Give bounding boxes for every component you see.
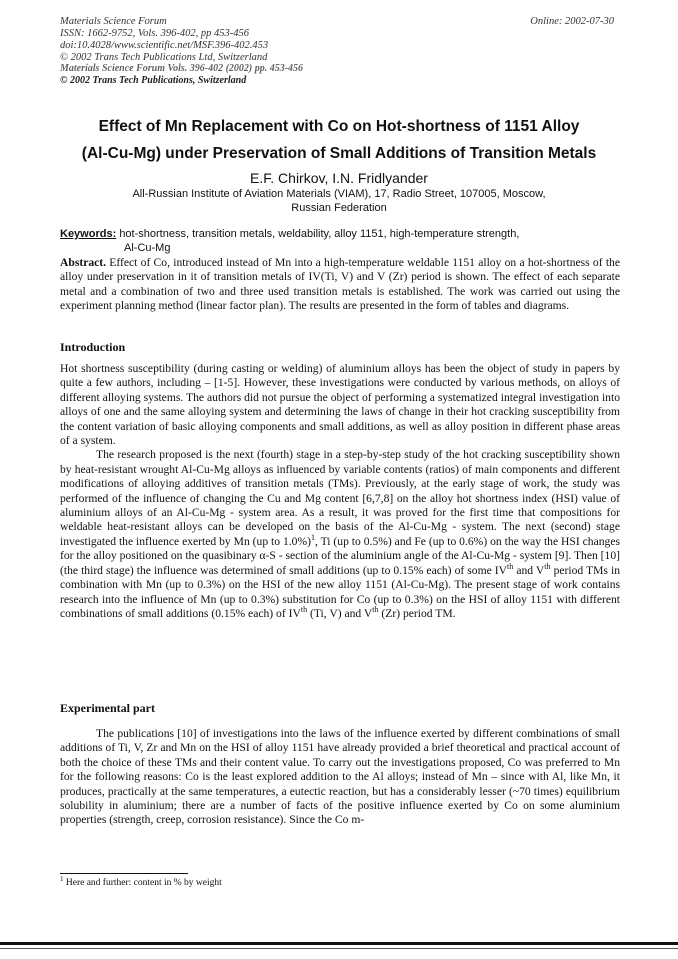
- authors: E.F. Chirkov, I.N. Fridlyander: [250, 170, 428, 186]
- keywords: [60, 227, 620, 255]
- online-date: Online: 2002-07-30: [530, 16, 614, 27]
- page-bottom-rule: [0, 942, 678, 945]
- introduction-heading: Introduction: [60, 340, 126, 354]
- footnote-text: Here and further: content in % by weight: [63, 878, 222, 888]
- introduction-body: [60, 362, 620, 621]
- paper-title-line-1: Effect of Mn Replacement with Co on Hot-shortness of 1151 Alloy: [98, 118, 580, 135]
- exp-paragraph-1: The publications [10] of investigations into the laws of the influence exerted by different combinations of small additions of Ti, V, Zr and Mn on the HSI of alloy 1151 have already provided a brief theoretical and practical account of both the choice of these TMs and their content value. To carry out the investigations proposed, Co was preferred to Mn for the following reasons: Co is the least explored addition to the Al alloys; instead of Mn – since with Al, like Mn, it produces, practically at the same temperatures, a eutectic reaction, but has a considerably lesser (~70 times) equilibrium solubility in aluminium; there are a number of facts of the positive influence exerted by Co on some aluminium properties (strength, creep, corrosion resistance). Since the Co m-: [60, 727, 620, 827]
- footnote-ref: 1: [311, 533, 315, 543]
- affiliation-line-2: Russian Federation: [291, 202, 387, 214]
- affiliation: [80, 187, 598, 215]
- copyright-line: © 2002 Trans Tech Publications Ltd, Switzerland: [60, 52, 268, 63]
- keywords-text: hot-shortness, transition metals, weldability, alloy 1151, high-temperature strength,: [119, 228, 520, 240]
- keywords-label: Keywords:: [60, 228, 117, 240]
- experimental-body: [60, 727, 620, 828]
- page-bottom-rule-thin: [0, 948, 678, 949]
- paper-title-line-2: (Al-Cu-Mg) under Preservation of Small Additions of Transition Metals: [81, 145, 597, 162]
- intro-paragraph-2: The research proposed is the next (fourth) stage in a step-by-step study of the hot cracking susceptibility shown by heat-resistant wrought Al-Cu-Mg alloys as influenced by variable contents (ratios) of main components and different modifications of alloying additives of transition metals (TMs). Previously, at the early stage of work, the study was performed of the influence of changing the Cu and Mg content [6,7,8] on the alloy hot shortness index (HSI) value of aluminium alloys of an Al-Cu-Mg - system area. As a result, it was proved for the first time that compositions for weldable heat-resistant alloys can be developed on the basis of the Al-Cu-Mg - system. The next (second) stage investigated the influence exerted by Mn (up to 1.0%)$^1$, Ti (up to 0.5%) and Fe (up to 0.6%) on the way the HSI changes for the alloy positioned on the quasibinary α-S - section of the aluminium angle of the Al-Cu-Mg - system [9]. Then [10] (the third stage) the influence was determined of small additions (up to 0.15% each) of some IVth and Vth period TMs in combination with Mn (up to 0.3%) on the HSI of the new alloy 1151 (Al-Cu-Mg). The present stage of work contains research into the influence of Mn (up to 0.3%) substitution for Co (up to 0.3%) on the HSI of alloy 1151 with different combinations of small additions (0.15% each) of IVth (Ti, V) and Vth (Zr) period TM.: [60, 448, 621, 620]
- print-citation: Materials Science Forum Vols. 396-402 (2002) pp. 453-456: [60, 63, 304, 74]
- keywords-continuation: Al-Cu-Mg: [124, 242, 171, 254]
- intro-paragraph-1: Hot shortness susceptibility (during casting or welding) of aluminium alloys has been the object of study in papers by quite a few authors, including – [1-5]. However, these investigations were conducted by various methods, on alloys of different alloying systems. The authors did not pursue the object of performing a systematized integral investigation into alloys of one and the same alloying system and determining the laws of change in their hot cracking susceptibility from the content variation of basic alloying components and small additions, as well as alloy position in different phase areas of a system.: [60, 362, 620, 448]
- journal-name: Materials Science Forum: [60, 16, 167, 27]
- footnote-divider: [60, 873, 188, 874]
- print-copyright: © 2002 Trans Tech Publications, Switzerland: [60, 75, 247, 86]
- affiliation-line-1: All-Russian Institute of Aviation Materials (VIAM), 17, Radio Street, 107005, Moscow,: [132, 188, 546, 200]
- abstract: [60, 256, 620, 314]
- print-header: [60, 63, 303, 87]
- abstract-text: Effect of Co, introduced instead of Mn into a high-temperature weldable 1151 alloy on a hot-shortness of the alloy under preservation in it of transition metals of IV(Ti, V) and V (Zr) period is shown. The effect of each separate metal and a combination of two and three used transition metals is established. The work was carried out using the experiment planning method (linear factor plan). The results are presented in the form of tables and diagrams.: [60, 256, 620, 313]
- experimental-heading: Experimental part: [60, 701, 155, 715]
- footnote-mark: 1: [60, 874, 64, 883]
- doi-link[interactable]: doi:10.4028/www.scientific.net/MSF.396-402.453: [60, 40, 269, 51]
- footnote: [60, 874, 222, 888]
- online-header: [60, 16, 268, 64]
- issn-line: ISSN: 1662-9752, Vols. 396-402, pp 453-456: [60, 28, 249, 39]
- abstract-label: Abstract.: [60, 256, 107, 269]
